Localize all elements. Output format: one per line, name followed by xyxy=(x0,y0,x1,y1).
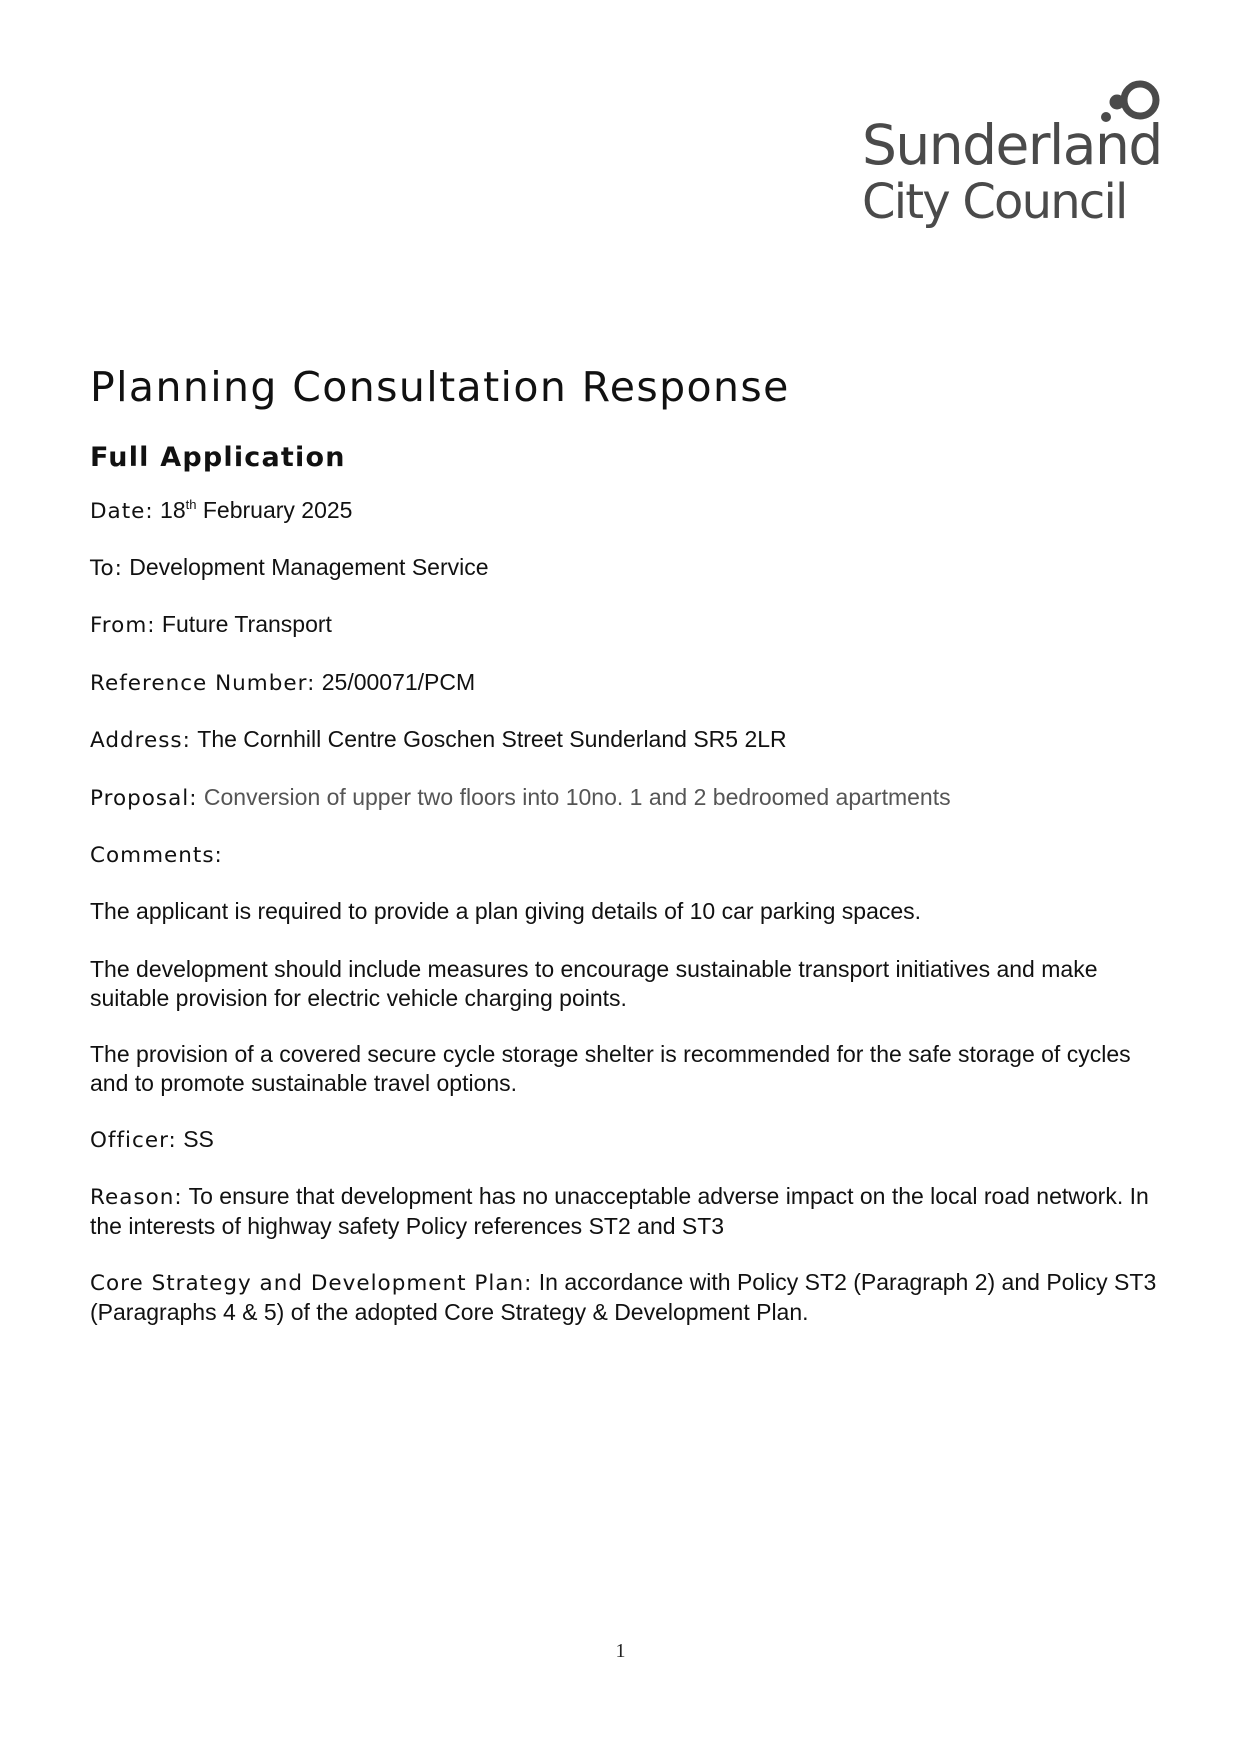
reason-value: To ensure that development has no unacceptable adverse impact on the local road network. In the interests of highway safety Policy references ST2 and ST3 xyxy=(90,1183,1149,1239)
logo-text-sunderland: Sunderland xyxy=(862,113,1162,177)
comment-paragraph: The development should include measures to encourage sustainable transport initiatives and make suitable provision for electric vehicle charging points. xyxy=(90,956,1098,1011)
reference-value: 25/00071/PCM xyxy=(321,669,476,695)
comments-heading xyxy=(90,840,223,870)
date-label: Date: xyxy=(90,499,154,524)
reference-line xyxy=(90,668,475,698)
officer-line xyxy=(90,1125,214,1155)
officer-label: Officer: xyxy=(90,1128,177,1153)
date-suffix: th xyxy=(185,497,197,512)
page-subtitle: Full Application xyxy=(90,442,346,473)
address-label: Address: xyxy=(90,728,191,753)
core-strategy-label: Core Strategy and Development Plan: xyxy=(90,1271,533,1296)
comments-label: Comments: xyxy=(90,843,223,868)
from-line xyxy=(90,610,332,640)
reason-paragraph xyxy=(90,1182,1160,1241)
comment-paragraph: The provision of a covered secure cycle storage shelter is recommended for the safe storage of cycles and to promote sustainable travel options. xyxy=(90,1041,1131,1096)
date-month-year: February 2025 xyxy=(202,497,353,523)
from-label: From: xyxy=(90,613,156,638)
to-label: To: xyxy=(90,556,123,581)
reference-label: Reference Number: xyxy=(90,671,316,696)
date-day: 18 xyxy=(160,497,186,523)
page-number: 1 xyxy=(615,1640,626,1662)
core-strategy-value: In accordance with Policy ST2 (Paragraph 2) and Policy ST3 (Paragraphs 4 & 5) of the adopted Core Strategy & Development Plan. xyxy=(90,1269,1157,1325)
reason-label: Reason: xyxy=(90,1185,183,1210)
date-line xyxy=(90,496,352,526)
to-line xyxy=(90,553,489,583)
proposal-value: Conversion of upper two floors into 10no. 1 and 2 bedroomed apartments xyxy=(203,784,951,810)
from-value: Future Transport xyxy=(161,611,332,637)
proposal-line xyxy=(90,783,951,813)
logo-text-city-council: City Council xyxy=(862,174,1127,230)
council-logo xyxy=(862,72,1162,232)
core-strategy-paragraph xyxy=(90,1268,1160,1327)
address-value: The Cornhill Centre Goschen Street Sunderland SR5 2LR xyxy=(197,726,787,752)
comment-paragraph: The applicant is required to provide a plan giving details of 10 car parking spaces. xyxy=(90,898,922,924)
to-value: Development Management Service xyxy=(129,554,489,580)
page-title: Planning Consultation Response xyxy=(90,363,790,411)
officer-value: SS xyxy=(183,1126,214,1152)
address-line xyxy=(90,725,787,755)
proposal-label: Proposal: xyxy=(90,786,198,811)
